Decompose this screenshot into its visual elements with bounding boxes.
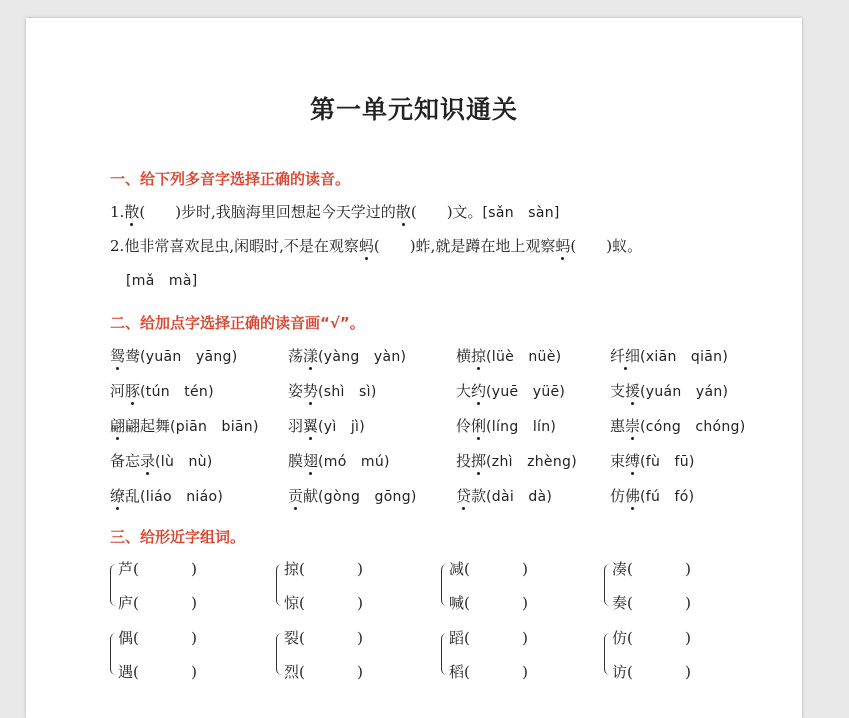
char-word-entry [449,661,528,682]
word-blank[interactable]: ( ) [464,629,528,647]
word-blank[interactable]: ( ) [299,629,363,647]
pinyin-item [456,380,565,401]
pinyin-options[interactable]: (lüè nüè) [486,349,562,365]
pinyin-item [110,415,259,436]
character: 稻 [449,663,465,681]
dotted-char: 俐 [471,417,487,435]
q1-dotted-char-1: 散 [124,203,140,221]
pinyin-item [610,345,728,366]
pinyin-options[interactable]: (liáo niáo) [140,489,224,505]
pinyin-options[interactable]: (zhì zhèng) [486,454,577,470]
dotted-char: 佛 [625,487,641,505]
q2-text-1: 他非常喜欢昆虫,闲暇时,不是在观察 [124,237,359,255]
character: 裂 [284,629,300,647]
word-prefix: 投 [456,452,472,470]
char-word-entry [118,592,197,613]
pinyin-item [288,450,390,471]
pinyin-options[interactable]: (shì sì) [318,384,377,400]
dotted-char: 漾 [303,347,319,365]
pinyin-options[interactable]: (tún tén) [140,384,214,400]
pinyin-options[interactable]: (fù fū) [640,454,695,470]
character: 凑 [612,560,628,578]
word-blank[interactable]: ( ) [133,594,197,612]
word-suffix: 细 [625,347,641,365]
word-blank[interactable]: ( ) [627,663,691,681]
q1-text-2: )文。 [446,203,483,221]
pinyin-item [610,380,728,401]
pinyin-item [110,380,214,401]
word-prefix: 姿 [288,382,304,400]
word-prefix: 羽 [288,417,304,435]
character: 烈 [284,663,300,681]
char-word-entry [449,627,528,648]
word-blank[interactable]: ( ) [133,663,197,681]
word-prefix: 大 [456,382,472,400]
pinyin-item [288,415,365,436]
q1-paren-open-1: ( [139,203,146,221]
word-prefix: 荡 [288,347,304,365]
q2-options: [mǎ mà] [126,273,198,289]
character: 芦 [118,560,134,578]
dotted-char: 势 [303,382,319,400]
brace-mark [110,564,116,606]
dotted-char: 贷 [456,487,472,505]
dotted-char: 援 [625,382,641,400]
pinyin-options[interactable]: (dài dà) [486,489,553,505]
character: 庐 [118,594,134,612]
char-word-entry [118,558,197,579]
char-word-entry [612,558,691,579]
word-suffix: 翩起舞 [125,417,171,435]
word-suffix: 乱 [125,487,141,505]
pinyin-options[interactable]: (yuán yán) [640,384,729,400]
pinyin-item [110,485,223,506]
word-suffix: 款 [471,487,487,505]
pinyin-item [610,415,745,436]
word-blank[interactable]: ( ) [464,594,528,612]
dotted-char: 录 [140,452,156,470]
pinyin-item [456,450,577,471]
section-3-heading: 三、给形近字组词。 [110,528,246,546]
dotted-char: 缚 [625,452,641,470]
q1-options: [sǎn sàn] [482,205,560,221]
word-prefix: 河 [110,382,126,400]
word-blank[interactable]: ( ) [299,663,363,681]
dotted-char: 崇 [625,417,641,435]
word-blank[interactable]: ( ) [133,629,197,647]
pinyin-options[interactable]: (fú fó) [640,489,695,505]
char-word-entry [284,627,363,648]
q2-text-3: )蚁。 [606,237,643,255]
word-prefix: 支 [610,382,626,400]
pinyin-item [456,485,552,506]
pinyin-item [110,450,213,471]
q1-paren-open-2: ( [410,203,417,221]
char-word-entry [284,592,363,613]
character: 访 [612,663,628,681]
character: 仿 [612,629,628,647]
dotted-char: 缭 [110,487,126,505]
word-blank[interactable]: ( ) [299,594,363,612]
pinyin-options[interactable]: (líng lín) [486,419,557,435]
section-1-heading: 一、给下列多音字选择正确的读音。 [110,170,351,188]
word-prefix: 横 [456,347,472,365]
character: 遇 [118,663,134,681]
word-suffix: 献 [303,487,319,505]
pinyin-item [288,345,406,366]
dotted-char: 豚 [125,382,141,400]
character: 减 [449,560,465,578]
character: 蹈 [449,629,465,647]
pinyin-item [288,485,417,506]
char-word-entry [118,661,197,682]
pinyin-item [110,345,238,366]
dotted-char: 约 [471,382,487,400]
character: 惊 [284,594,300,612]
pinyin-options[interactable]: (yuān yāng) [140,349,238,365]
word-blank[interactable]: ( ) [627,594,691,612]
dotted-char: 翼 [303,417,319,435]
char-word-entry [612,627,691,648]
dotted-char: 鸳 [110,347,126,365]
dotted-char: 翩 [110,417,126,435]
brace-mark [276,564,282,606]
pinyin-options[interactable]: (yàng yàn) [318,349,407,365]
char-word-entry [612,661,691,682]
pinyin-options[interactable]: (mó mú) [318,454,390,470]
pinyin-options[interactable]: (lù nù) [155,454,213,470]
word-suffix: 鸯 [125,347,141,365]
word-prefix: 仿 [610,487,626,505]
q1-dotted-char-2: 散 [395,203,411,221]
question-1 [110,201,560,222]
pinyin-options[interactable]: (cóng chóng) [640,419,746,435]
word-prefix: 备忘 [110,452,141,470]
brace-mark [604,564,610,606]
char-word-entry [284,558,363,579]
word-prefix: 伶 [456,417,472,435]
dotted-char: 翅 [303,452,319,470]
word-prefix: 惠 [610,417,626,435]
word-blank[interactable]: ( ) [627,629,691,647]
pinyin-item [456,345,561,366]
pinyin-item [610,485,694,506]
pinyin-item [288,380,377,401]
character: 奏 [612,594,628,612]
word-blank[interactable]: ( ) [464,560,528,578]
brace-mark [441,564,447,606]
pinyin-options[interactable]: (gòng gōng) [318,489,417,505]
char-word-entry [612,592,691,613]
q1-text-1: )步时,我脑海里回想起今天学过的 [175,203,396,221]
section-2-heading: 二、给加点字选择正确的读音画“√”。 [110,314,365,332]
pinyin-options[interactable]: (yuē yüē) [486,384,566,400]
question-2 [110,235,642,256]
q1-number: 1. [110,203,125,221]
q2-number: 2. [110,237,125,255]
dotted-char: 掷 [471,452,487,470]
pinyin-options[interactable]: (piān biān) [170,419,259,435]
q2-dotted-char-1: 蚂 [358,237,374,255]
q2-paren-open-2: ( [570,237,577,255]
word-blank[interactable]: ( ) [299,560,363,578]
pinyin-item [610,450,695,471]
word-prefix: 膜 [288,452,304,470]
word-blank[interactable]: ( ) [627,560,691,578]
char-word-entry [284,661,363,682]
dotted-char: 贡 [288,487,304,505]
q2-dotted-char-2: 蚂 [555,237,571,255]
dotted-char: 掠 [471,347,487,365]
char-word-entry [449,558,528,579]
pinyin-options[interactable]: (yì jì) [318,419,366,435]
word-prefix: 束 [610,452,626,470]
character: 偶 [118,629,134,647]
character: 喊 [449,594,465,612]
page-title: 第一单元知识通关 [309,95,518,124]
char-word-entry [449,592,528,613]
char-word-entry [118,627,197,648]
word-blank[interactable]: ( ) [464,663,528,681]
document-page [26,18,802,718]
word-prefix: 纤 [610,347,626,365]
character: 掠 [284,560,300,578]
pinyin-item [456,415,556,436]
word-blank[interactable]: ( ) [133,560,197,578]
pinyin-options[interactable]: (xiān qiān) [640,349,729,365]
q2-paren-open-1: ( [373,237,380,255]
q2-text-2: )蚱,就是蹲在地上观察 [409,237,556,255]
